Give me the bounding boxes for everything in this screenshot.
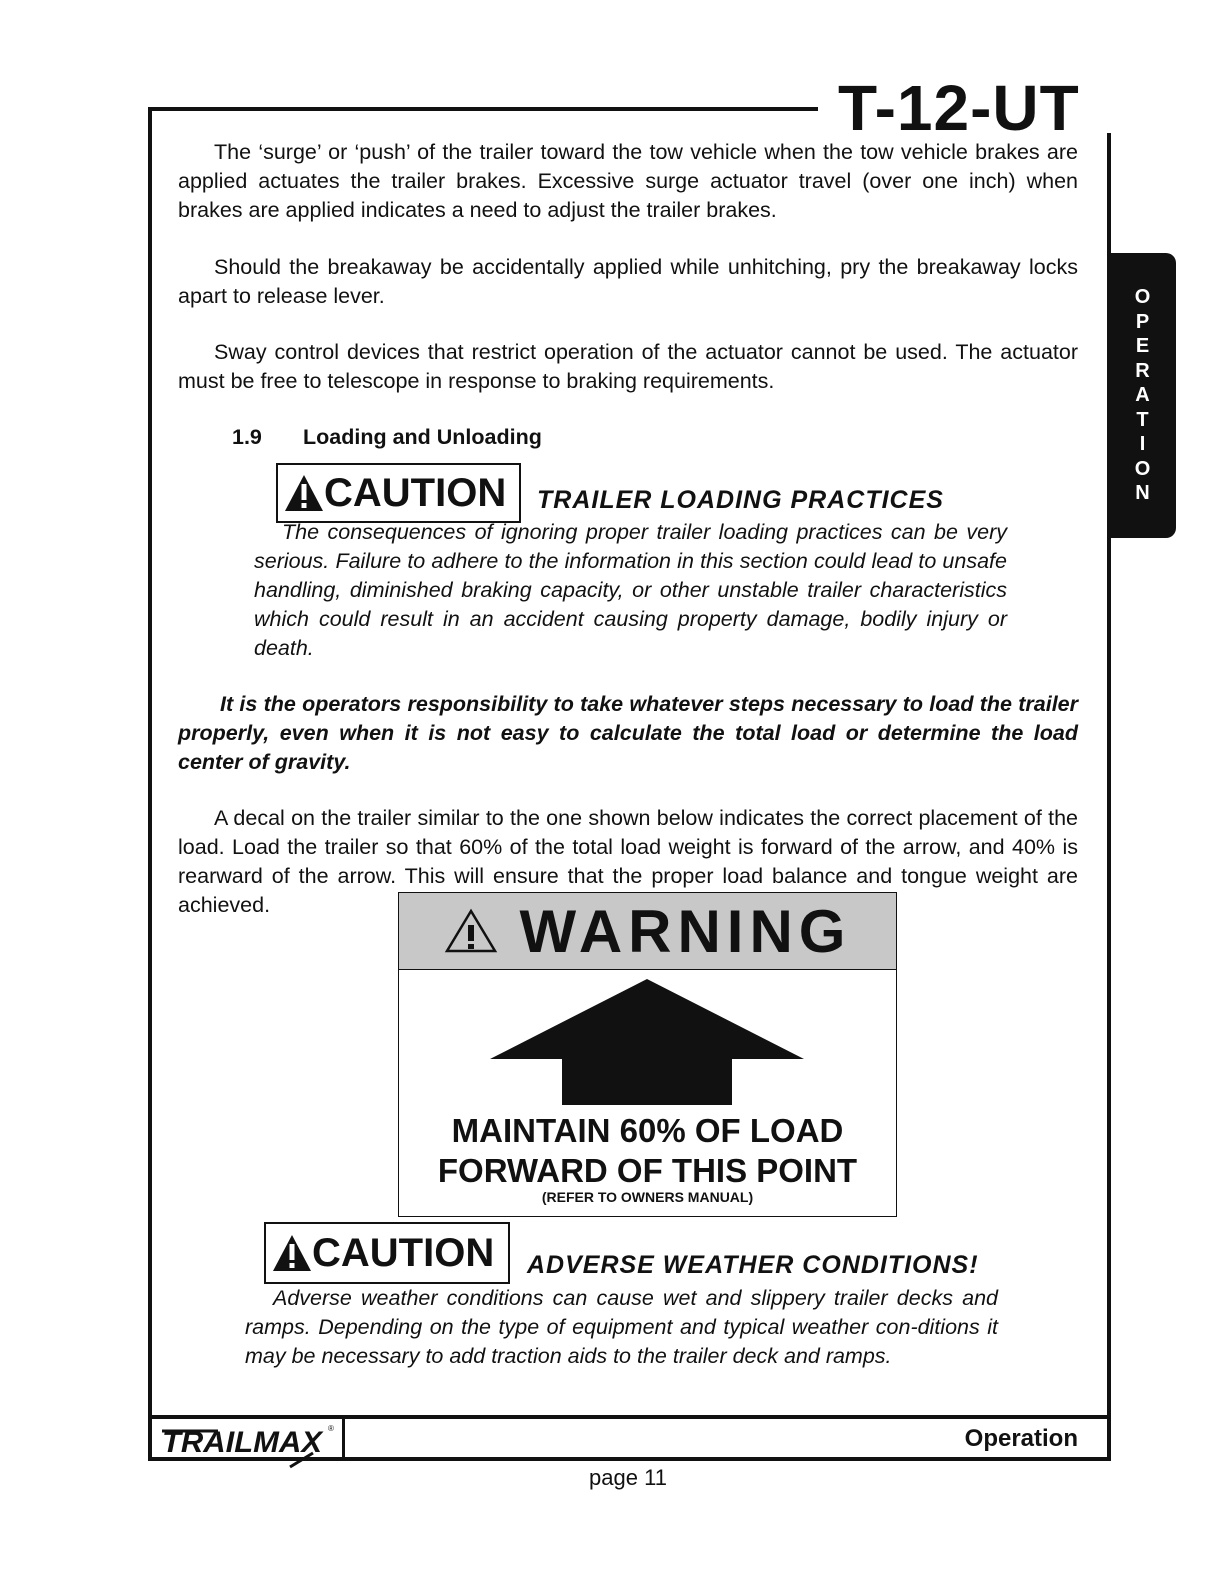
caution-badge — [276, 463, 521, 523]
decal-instruction — [399, 1111, 896, 1191]
warning-triangle-icon — [284, 474, 324, 512]
arrow-up-icon — [489, 979, 805, 1107]
paragraph-decal: A decal on the trailer similar to the one shown below indicates the correct placement of the load. Load the trailer so that 60% of the total load weight is forward of the arrow, and 40% is rearward of the arrow. This will ensure that the proper load balance and tongue weight are achieved. — [178, 806, 1078, 917]
side-tab-letter: T — [1136, 408, 1149, 431]
decal-note: (REFER TO OWNERS MANUAL) — [541, 1189, 754, 1205]
warning-decal — [398, 892, 897, 1217]
responsibility-note: It is the operators responsibility to take whatever steps necessary to load the trailer properly, even when it is not easy to calculate the total load or determine the load center of gravity. — [178, 692, 1078, 774]
caution-title: TRAILER LOADING PRACTICES — [537, 486, 944, 514]
side-tab-letter: N — [1135, 482, 1150, 505]
side-tab-letter: I — [1139, 433, 1146, 456]
frame-left-line — [148, 107, 152, 1461]
paragraph-surge: The ‘surge’ or ‘push’ of the trailer toward the tow vehicle when the tow vehicle brakes are applied actuates the trailer brakes. Excessive surge actuator travel (over one inch) when brakes are applied indicates a need to adjust the trailer brakes. — [178, 140, 1078, 222]
side-tab-letter: P — [1135, 310, 1150, 333]
paragraph-breakaway: Should the breakaway be accidentally applied while unhitching, pry the breakaway locks apart to release lever. — [178, 255, 1078, 308]
trailmax-logo — [158, 1417, 340, 1469]
side-tab-letter: O — [1134, 286, 1151, 309]
footer-divider — [342, 1417, 345, 1461]
section-side-tab — [1109, 253, 1176, 538]
caution-text: The consequences of ignoring proper trailer loading practices can be very serious. Failure to adhere to the information in this section could lead to unsafe handling, diminished braking capacity, or other unstable trailer characteristics which could result in an accident causing property damage, bodily injury or death. — [254, 520, 1007, 660]
warning-triangle-icon — [272, 1234, 312, 1272]
caution-badge — [264, 1222, 510, 1284]
svg-text:®: ® — [328, 1424, 334, 1433]
caution-title: ADVERSE WEATHER CONDITIONS! — [527, 1251, 979, 1279]
section-number: 1.9 — [232, 425, 262, 449]
frame-top-line — [148, 107, 818, 111]
section-title: Loading and Unloading — [303, 425, 542, 449]
caution-label: CAUTION — [312, 1231, 495, 1275]
decal-warning-word: WARNING — [519, 897, 852, 965]
side-tab-letter: A — [1135, 384, 1150, 407]
side-tab-letter: E — [1135, 335, 1150, 358]
decal-line1: MAINTAIN 60% OF LOAD — [451, 1112, 844, 1149]
svg-text:TRAILMAX: TRAILMAX — [162, 1426, 325, 1459]
paragraph-sway-control: Sway control devices that restrict operation of the actuator cannot be used. The actuator must be free to telescope in response to braking requirements. — [178, 340, 1078, 393]
side-tab-letter: R — [1135, 359, 1150, 382]
section-heading — [232, 423, 542, 452]
page-number: page 11 — [589, 1465, 667, 1490]
warning-triangle-icon — [444, 908, 498, 954]
side-tab-letter: O — [1134, 457, 1151, 480]
caution-label: CAUTION — [324, 471, 507, 515]
decal-line2: FORWARD OF THIS POINT — [437, 1152, 858, 1189]
caution-text: Adverse weather conditions can cause wet and slippery trailer decks and ramps. Depending on the type of equipment and typical weather con-ditions it may be necessary to add traction aids to the trailer deck and ramps. — [245, 1286, 998, 1368]
decal-header — [399, 893, 896, 970]
model-title: T-12-UT — [838, 72, 1080, 144]
footer-section-label: Operation — [964, 1425, 1078, 1452]
